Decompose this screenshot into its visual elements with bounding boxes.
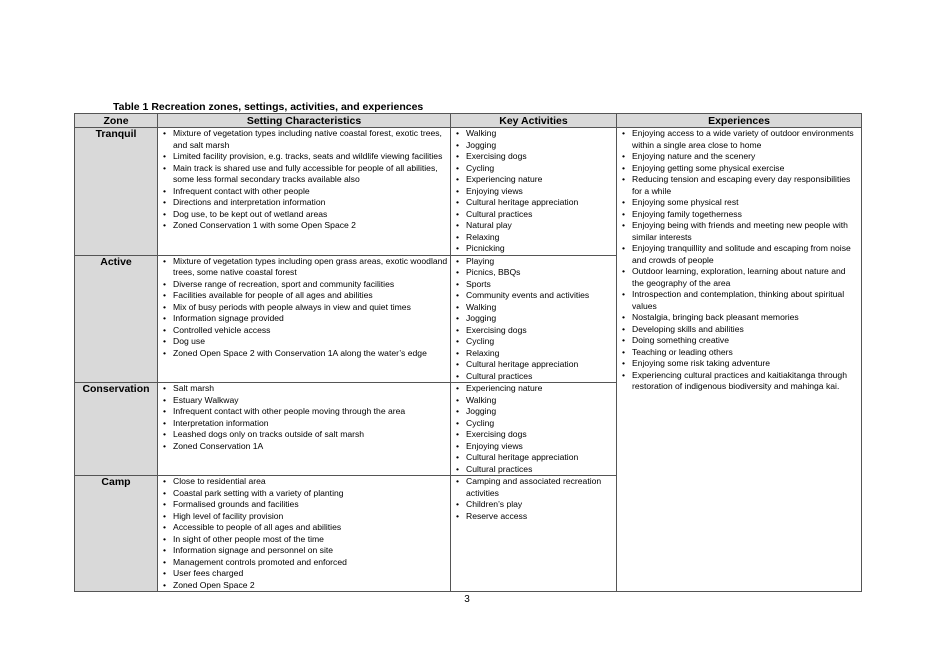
experience-item: • Enjoying some risk taking adventure xyxy=(617,358,859,370)
experience-item: • Doing something creative xyxy=(617,335,859,347)
activity-list xyxy=(451,476,616,522)
activity-item: • Cycling xyxy=(451,163,614,175)
activities-cell xyxy=(451,255,617,383)
experience-item: • Enjoying being with friends and meeting new people with similar interests xyxy=(617,220,859,243)
setting-item: • Formalised grounds and facilities xyxy=(158,499,448,511)
setting-item: • Limited facility provision, e.g. tracks, seats and wildlife viewing facilities xyxy=(158,151,448,163)
activity-item: • Relaxing xyxy=(451,232,614,244)
setting-item: • Zoned Open Space 2 with Conservation 1A along the water’s edge xyxy=(158,348,448,360)
header-row xyxy=(75,114,862,128)
activity-item: • Walking xyxy=(451,128,614,140)
activity-item: • Sports xyxy=(451,279,614,291)
header-zone: Zone xyxy=(75,114,158,128)
setting-item: • Diverse range of recreation, sport and community facilities xyxy=(158,279,448,291)
activity-item: • Picnics, BBQs xyxy=(451,267,614,279)
activity-item: • Playing xyxy=(451,256,614,268)
experience-item: • Enjoying access to a wide variety of outdoor environments within a single area close to home xyxy=(617,128,859,151)
activity-item: • Cultural practices xyxy=(451,464,614,476)
setting-item: • Zoned Open Space 2 xyxy=(158,580,448,592)
setting-item: • Infrequent contact with other people moving through the area xyxy=(158,406,448,418)
activity-item: • Enjoying views xyxy=(451,441,614,453)
experiences-cell xyxy=(617,128,862,592)
setting-item: • High level of facility provision xyxy=(158,511,448,523)
setting-item: • Directions and interpretation information xyxy=(158,197,448,209)
activity-item: • Exercising dogs xyxy=(451,325,614,337)
activity-list xyxy=(451,383,616,475)
activity-item: • Walking xyxy=(451,302,614,314)
activity-item: • Cultural heritage appreciation xyxy=(451,359,614,371)
header-key-activities: Key Activities xyxy=(451,114,617,128)
setting-item: • Salt marsh xyxy=(158,383,448,395)
activity-list xyxy=(451,128,616,255)
experience-list xyxy=(617,128,861,393)
setting-list xyxy=(158,256,450,360)
table-row xyxy=(75,128,862,256)
activity-item: • Camping and associated recreation activities xyxy=(451,476,614,499)
activity-item: • Community events and activities xyxy=(451,290,614,302)
activity-item: • Children’s play xyxy=(451,499,614,511)
experience-item: • Reducing tension and escaping every day responsibilities for a while xyxy=(617,174,859,197)
setting-list xyxy=(158,128,450,232)
activity-list xyxy=(451,256,616,383)
activity-item: • Exercising dogs xyxy=(451,151,614,163)
setting-item: • Information signage and personnel on site xyxy=(158,545,448,557)
zone-cell: Active xyxy=(75,255,158,383)
setting-item: • Management controls promoted and enforced xyxy=(158,557,448,569)
experience-item: • Nostalgia, bringing back pleasant memories xyxy=(617,312,859,324)
setting-item: • Interpretation information xyxy=(158,418,448,430)
activity-item: • Experiencing nature xyxy=(451,174,614,186)
setting-item: • Mix of busy periods with people always in view and quiet times xyxy=(158,302,448,314)
activities-cell xyxy=(451,476,617,592)
header-setting-characteristics: Setting Characteristics xyxy=(158,114,451,128)
activity-item: • Enjoying views xyxy=(451,186,614,198)
setting-item: • Controlled vehicle access xyxy=(158,325,448,337)
activity-item: • Natural play xyxy=(451,220,614,232)
setting-item: • Dog use xyxy=(158,336,448,348)
setting-cell xyxy=(158,128,451,256)
experience-item: • Outdoor learning, exploration, learning about nature and the geography of the area xyxy=(617,266,859,289)
recreation-table xyxy=(74,113,862,592)
experience-item: • Experiencing cultural practices and kaitiakitanga through restoration of indigenous biodiversity and mahinga kai. xyxy=(617,370,859,393)
setting-item: • Mixture of vegetation types including open grass areas, exotic woodland trees, some native coastal forest xyxy=(158,256,448,279)
setting-item: • Zoned Conservation 1A xyxy=(158,441,448,453)
setting-item: • Infrequent contact with other people xyxy=(158,186,448,198)
experience-item: • Enjoying some physical rest xyxy=(617,197,859,209)
experience-item: • Developing skills and abilities xyxy=(617,324,859,336)
activity-item: • Cultural heritage appreciation xyxy=(451,197,614,209)
header-experiences: Experiences xyxy=(617,114,862,128)
activity-item: • Experiencing nature xyxy=(451,383,614,395)
zone-cell: Camp xyxy=(75,476,158,592)
setting-item: • Zoned Conservation 1 with some Open Space 2 xyxy=(158,220,448,232)
activity-item: • Cultural heritage appreciation xyxy=(451,452,614,464)
setting-item: • Accessible to people of all ages and abilities xyxy=(158,522,448,534)
activity-item: • Exercising dogs xyxy=(451,429,614,441)
zone-cell: Tranquil xyxy=(75,128,158,256)
page-number: 3 xyxy=(464,594,470,605)
zone-cell: Conservation xyxy=(75,383,158,476)
activity-item: • Reserve access xyxy=(451,511,614,523)
activity-item: • Jogging xyxy=(451,406,614,418)
setting-cell xyxy=(158,476,451,592)
setting-item: • Mixture of vegetation types including native coastal forest, exotic trees, and salt marsh xyxy=(158,128,448,151)
experience-item: • Introspection and contemplation, thinking about spiritual values xyxy=(617,289,859,312)
activity-item: • Cycling xyxy=(451,336,614,348)
setting-item: • Coastal park setting with a variety of planting xyxy=(158,488,448,500)
setting-item: • Leashed dogs only on tracks outside of salt marsh xyxy=(158,429,448,441)
setting-cell xyxy=(158,383,451,476)
experience-item: • Enjoying nature and the scenery xyxy=(617,151,859,163)
setting-item: • Main track is shared use and fully accessible for people of all abilities, some less formal secondary tracks available also xyxy=(158,163,448,186)
activity-item: • Picnicking xyxy=(451,243,614,255)
experience-item: • Enjoying family togetherness xyxy=(617,209,859,221)
activity-item: • Jogging xyxy=(451,313,614,325)
activities-cell xyxy=(451,128,617,256)
experience-item: • Enjoying getting some physical exercise xyxy=(617,163,859,175)
setting-item: • User fees charged xyxy=(158,568,448,580)
setting-list xyxy=(158,383,450,452)
experience-item: • Enjoying tranquillity and solitude and escaping from noise and crowds of people xyxy=(617,243,859,266)
setting-cell xyxy=(158,255,451,383)
activity-item: • Relaxing xyxy=(451,348,614,360)
activity-item: • Cultural practices xyxy=(451,209,614,221)
experience-item: • Teaching or leading others xyxy=(617,347,859,359)
activity-item: • Cycling xyxy=(451,418,614,430)
setting-item: • Close to residential area xyxy=(158,476,448,488)
table-caption: Table 1 Recreation zones, settings, activities, and experiences xyxy=(113,101,424,113)
activity-item: • Jogging xyxy=(451,140,614,152)
setting-item: • Information signage provided xyxy=(158,313,448,325)
setting-item: • Dog use, to be kept out of wetland areas xyxy=(158,209,448,221)
activities-cell xyxy=(451,383,617,476)
setting-item: • In sight of other people most of the time xyxy=(158,534,448,546)
setting-item: • Estuary Walkway xyxy=(158,395,448,407)
setting-list xyxy=(158,476,450,591)
activity-item: • Cultural practices xyxy=(451,371,614,383)
setting-item: • Facilities available for people of all ages and abilities xyxy=(158,290,448,302)
activity-item: • Walking xyxy=(451,395,614,407)
